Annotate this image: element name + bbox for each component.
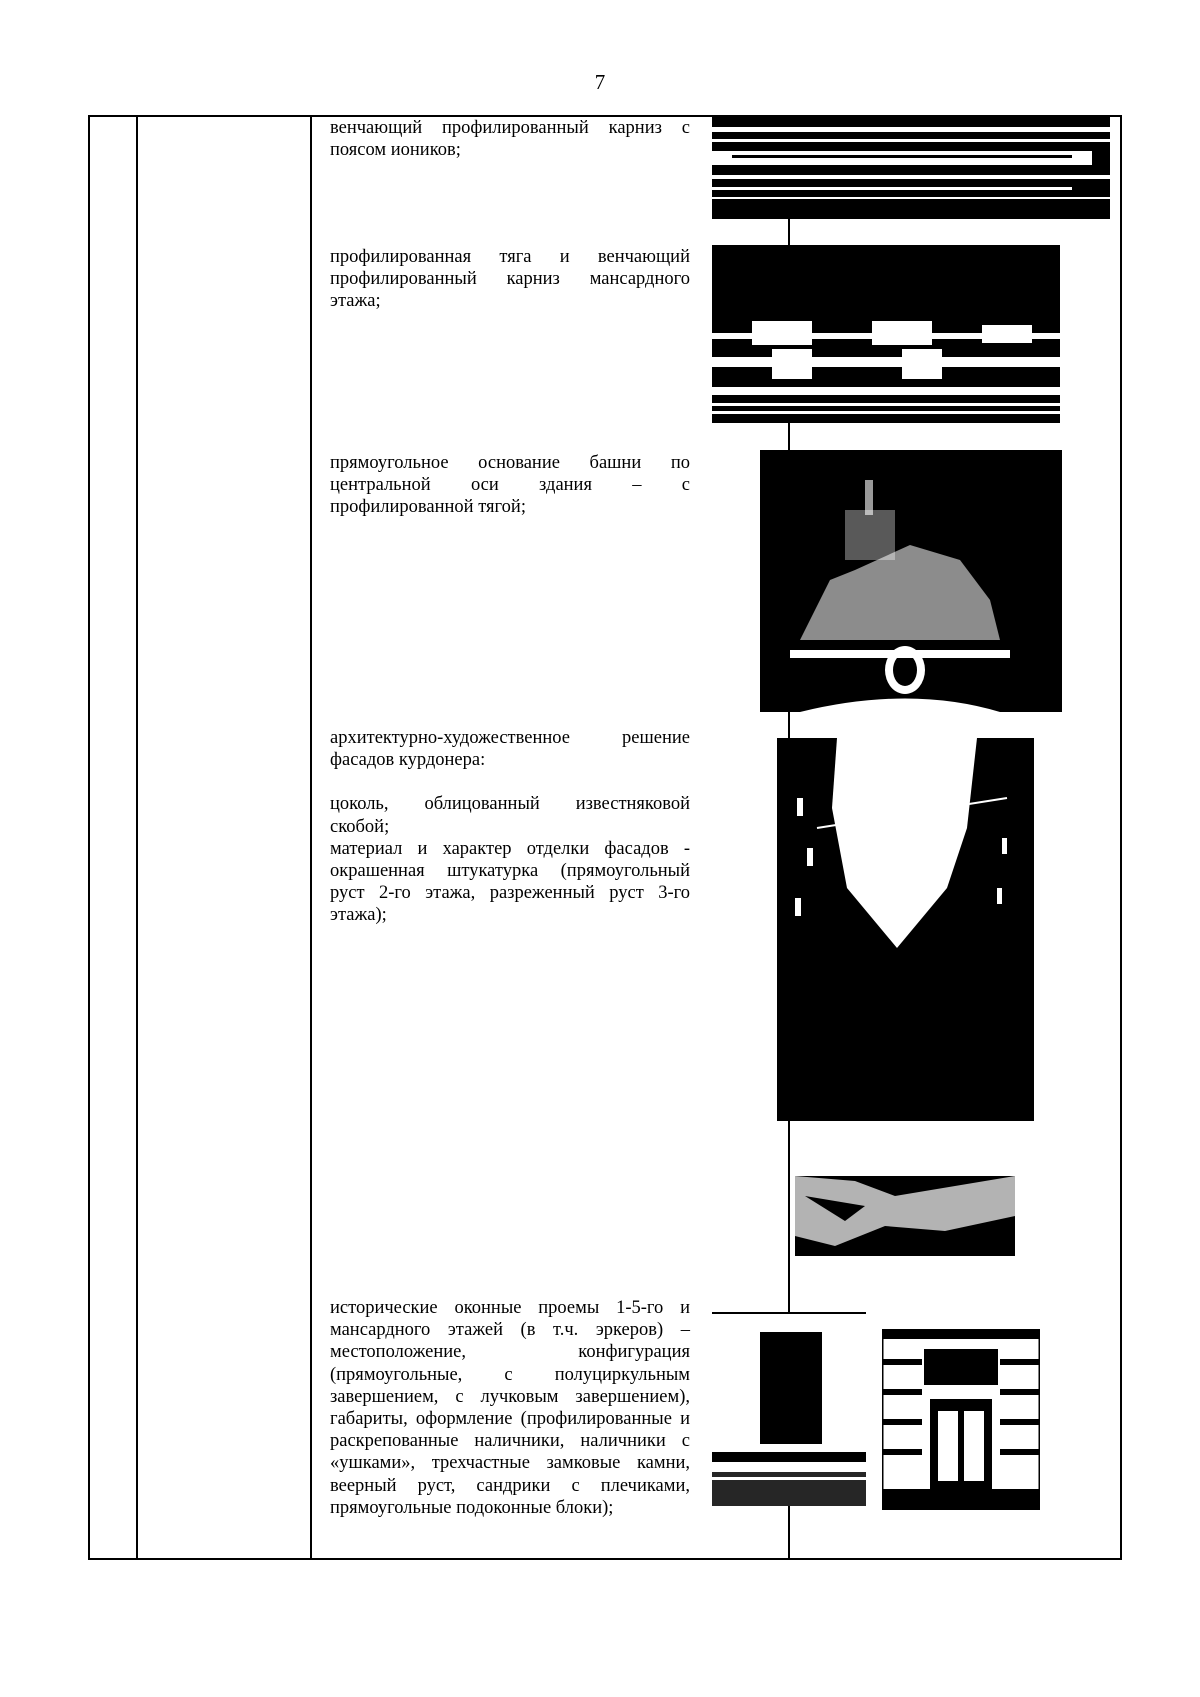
window-photo-left	[712, 1312, 866, 1506]
row-description	[330, 452, 690, 519]
column-divider	[310, 117, 312, 1558]
mansard-cornice-photo	[712, 245, 1060, 423]
plinth-photo	[795, 1136, 1015, 1282]
row-description	[330, 246, 690, 313]
column-divider	[136, 117, 138, 1558]
page-number: 7	[594, 70, 606, 94]
tower-photo	[760, 450, 1062, 712]
cornice-photo	[712, 117, 1110, 219]
row-description	[330, 117, 690, 161]
courtyard-photo	[777, 738, 1034, 1121]
description-paragraph: исторические оконные проемы 1-5-го и мансардного этажей (в т.ч. эркеров) – местоположение, конфигурация (прямоугольные, с полуциркульным завершением, с лучковым завершением), габариты, оформление (профилированные и раскрепованные наличники, наличники с «ушками», трехчастные замковые камни, веерный руст, сандрики с плечиками, прямоугольные подоконные блоки);	[330, 1298, 690, 1518]
row-description	[330, 727, 690, 927]
row-description	[330, 1297, 690, 1519]
description-paragraph: венчающий профилированный карниз с поясом иоников;	[330, 118, 690, 161]
description-paragraph: профилированная тяга и венчающий профилированный карниз мансардного этажа;	[330, 247, 690, 312]
description-paragraph: материал и характер отделки фасадов - окрашенная штукатурка (прямоугольный руст 2-го этажа, разреженный руст 3-го этажа);	[330, 838, 690, 926]
description-paragraph: прямоугольное основание башни по центральной оси здания – с профилированной тягой;	[330, 453, 690, 518]
description-paragraph: архитектурно-художественное решение фасадов курдонера:	[330, 728, 690, 771]
description-paragraph: цоколь, облицованный известняковой скобой;	[330, 794, 690, 837]
window-photo-right	[882, 1329, 1040, 1510]
